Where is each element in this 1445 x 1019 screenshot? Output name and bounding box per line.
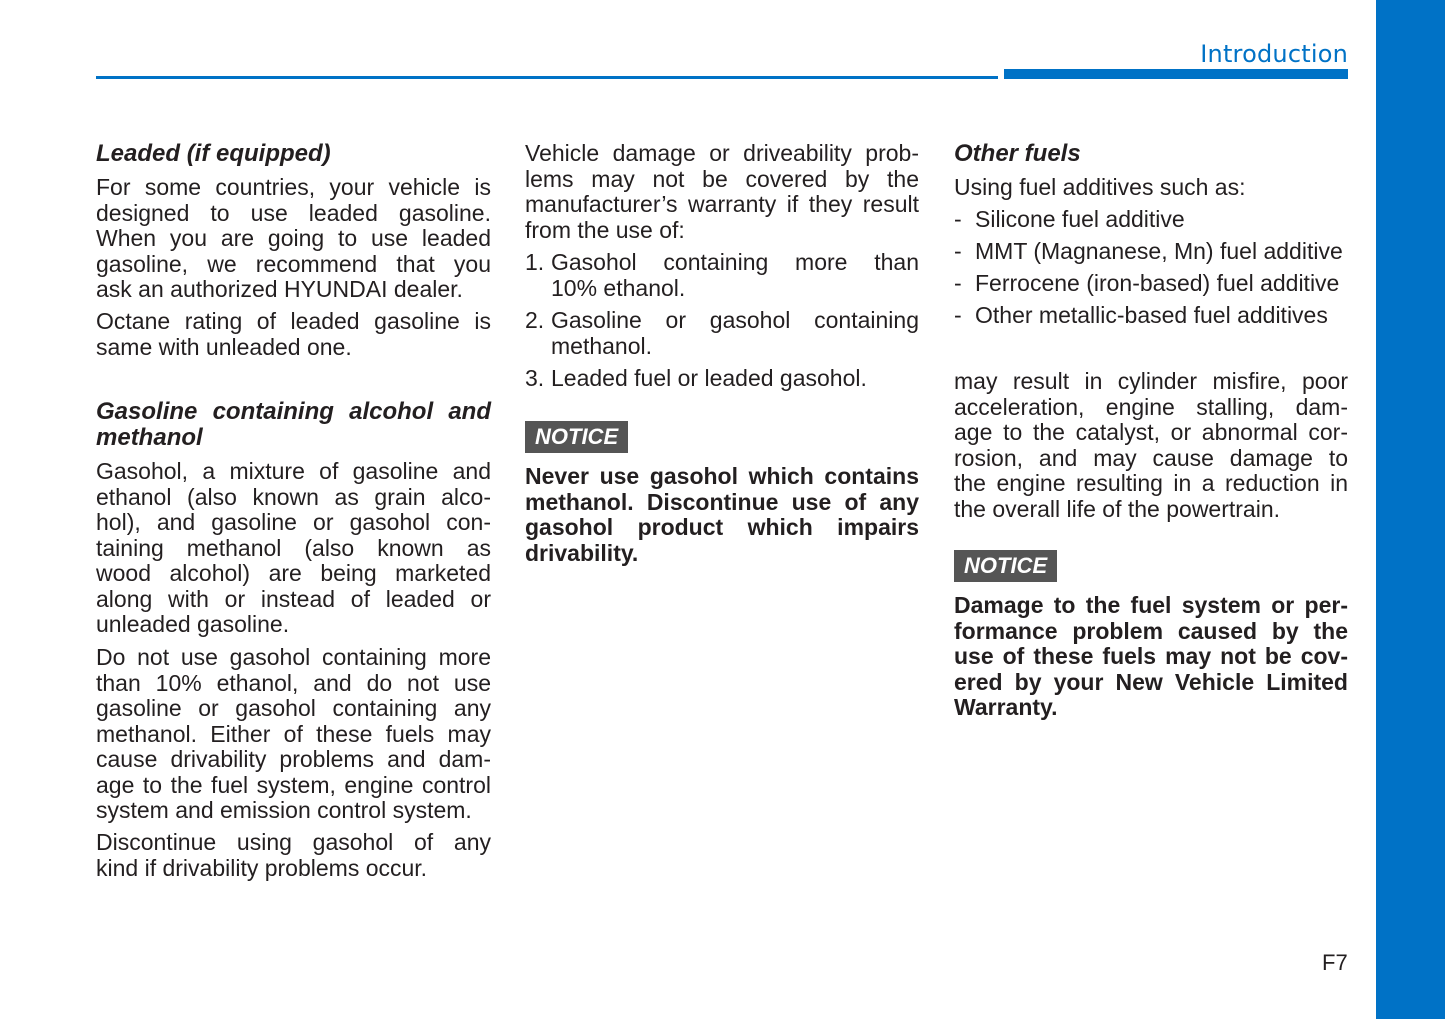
bullet-text: Silicone fuel additive (975, 206, 1185, 232)
text-line: along with or instead of leaded or (96, 585, 491, 612)
text-line: methanol. (551, 332, 653, 359)
alcohol-paragraph-2 (96, 645, 491, 824)
list-item (525, 366, 919, 392)
text-line: Gasoline or gasohol containing (551, 307, 919, 333)
text-line: ered by your New Vehicle Limited (954, 668, 1348, 695)
header-rule (96, 76, 998, 79)
text-line: acceleration, engine stalling, dam- (954, 393, 1348, 420)
list-text (551, 366, 919, 392)
text-line: Do not use gasohol containing more (96, 644, 491, 670)
text-line: kind if drivability problems occur. (96, 854, 428, 881)
text-line: drivability. (525, 539, 639, 566)
text-line: age to the fuel system, engine control (96, 771, 491, 798)
text-line: ethanol (also known as grain alco- (96, 483, 491, 510)
leaded-paragraph-2 (96, 309, 491, 360)
bullet-text: MMT (Magnanese, Mn) fuel additive (975, 238, 1343, 264)
text-line: same with unleaded one. (96, 333, 352, 360)
dash-bullet: - (954, 238, 962, 264)
warranty-intro (525, 141, 919, 243)
list-text (551, 308, 919, 359)
text-line: ask an authorized HYUNDAI dealer. (96, 276, 463, 302)
alcohol-paragraph-3 (96, 830, 491, 881)
text-line: gasoline or gasohol containing any (96, 695, 491, 721)
text-line: designed to use leaded gasoline. (96, 199, 491, 226)
chapter-tab-bar (1376, 0, 1445, 1019)
text-line: For some countries, your vehicle is (96, 174, 491, 200)
text-line: gasoline, we recommend that you (96, 250, 491, 277)
text-line: from the use of: (525, 216, 685, 243)
other-fuels-result (954, 369, 1348, 522)
dash-bullet: - (954, 270, 962, 296)
text-line: gasohol product which impairs (525, 514, 919, 540)
text-line: Gasohol containing more than (551, 249, 919, 275)
text-line: Gasoline containing alcohol and (96, 398, 491, 425)
notice-text (525, 464, 919, 566)
list-text (551, 250, 919, 301)
text-line: the engine resulting in a reduction in (954, 470, 1348, 496)
leaded-heading: Leaded (if equipped) (96, 140, 331, 167)
dash-bullet: - (954, 206, 962, 232)
text-line: methanol (96, 424, 203, 451)
text-line: Damage to the fuel system or per- (954, 592, 1348, 618)
list-item (525, 250, 919, 302)
text-line: the overall life of the powertrain. (954, 495, 1281, 522)
text-line: system and emission control system. (96, 797, 472, 823)
page-number: F7 (1322, 950, 1348, 975)
text-line: manufacturer’s warranty if they result (525, 191, 919, 217)
text-line: Discontinue using gasohol of any (96, 829, 491, 855)
leaded-paragraph-1 (96, 175, 491, 303)
text-line: cause drivability problems and dam- (96, 746, 491, 772)
text-line: may result in cylinder misfire, poor (954, 368, 1348, 394)
other-fuels-heading: Other fuels (954, 140, 1081, 167)
text-line: than 10% ethanol, and do not use (96, 669, 491, 696)
text-line: use of these fuels may not be cov- (954, 643, 1348, 669)
text-line: Never use gasohol which contains (525, 463, 919, 489)
other-fuels-intro: Using fuel additives such as: (954, 174, 1246, 200)
text-line: Warranty. (954, 694, 1058, 720)
text-line: methanol. Either of these fuels may (96, 720, 491, 747)
text-line: Gasohol, a mixture of gasoline and (96, 458, 491, 484)
text-line: taining methanol (also known as (96, 534, 491, 561)
list-number: 2. (525, 307, 545, 333)
text-line: Octane rating of leaded gasoline is (96, 308, 491, 334)
text-line: hol), and gasoline or gasohol con- (96, 509, 491, 535)
text-line: Vehicle damage or driveability prob- (525, 140, 919, 166)
text-line: When you are going to use leaded (96, 225, 491, 251)
text-line: methanol. Discontinue use of any (525, 488, 919, 515)
alcohol-heading (96, 399, 491, 451)
alcohol-paragraph-1 (96, 459, 491, 638)
list-item (525, 308, 919, 360)
bullet-text: Ferrocene (iron-based) fuel additive (975, 270, 1340, 296)
text-line: wood alcohol) are being marketed (96, 560, 491, 586)
text-line: unleaded gasoline. (96, 611, 290, 637)
text-line: Leaded fuel or leaded gasohol. (551, 365, 867, 391)
list-number: 1. (525, 249, 545, 275)
bullet-text: Other metallic-based fuel additives (975, 302, 1328, 328)
text-line: lems may not be covered by the (525, 165, 919, 192)
text-line: rosion, and may cause damage to (954, 444, 1348, 471)
notice-badge: NOTICE (525, 421, 628, 453)
text-line: age to the catalyst, or abnormal cor- (954, 419, 1348, 445)
dash-bullet: - (954, 302, 962, 328)
text-line: 10% ethanol. (551, 274, 686, 301)
list-number: 3. (525, 365, 545, 391)
notice-text (954, 593, 1348, 721)
notice-badge: NOTICE (954, 550, 1057, 582)
header-rule-accent (1004, 69, 1348, 79)
section-title: Introduction (1200, 40, 1348, 68)
text-line: formance problem caused by the (954, 617, 1348, 644)
